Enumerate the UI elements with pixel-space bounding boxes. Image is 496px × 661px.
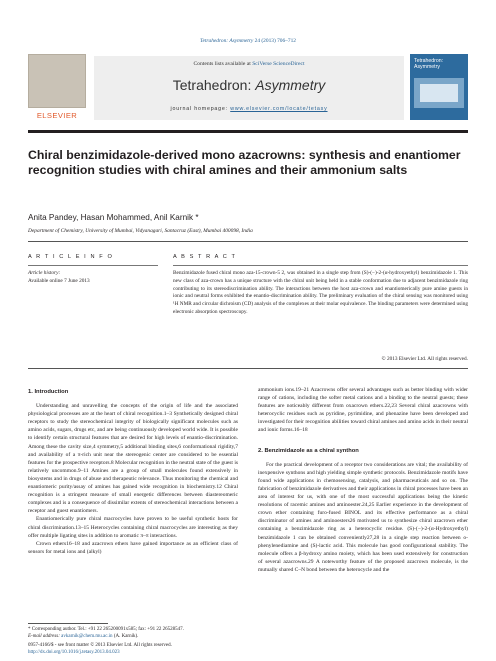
right-column <box>258 386 468 574</box>
citation-journal[interactable]: Tetrahedron: Asymmetry <box>200 38 254 44</box>
intro-paragraph-continued: ammonium ions.19–21 Azacrowns offer several advantages such as better binding with wider range of cations, including the softer metal cations and a binding to the neutral guests; these features are noticeably different from oxacrown ethers.22,23 Several chiral azacrowns with heterocyclic residues such as pyridine, pyrimidine, and phenazine have been developed and investigated for their recognition abilities toward chiral amines and amino acids in their neutral and ionic forms.16–18 <box>258 387 468 434</box>
issn-doi-block <box>28 643 172 656</box>
publisher-name: ELSEVIER <box>36 111 78 120</box>
email-link[interactable]: avkarnik@chem.mu.ac.in <box>61 633 113 639</box>
article-history-value: Available online 7 June 2013 <box>28 278 90 284</box>
issn-line: 0957-4166/$ - see front matter © 2013 Elsevier Ltd. All rights reserved. <box>28 643 172 648</box>
journal-banner <box>94 56 404 120</box>
article-affiliation: Department of Chemistry, University of Mumbai, Vidyanagari, Santacruz (East), Mumbai 400098, India <box>28 228 253 234</box>
corresponding-author-line: * Corresponding author. Tel.: +91 22 265200091x585; fax: +91 22 26528547. <box>28 627 184 632</box>
abstract-text: Benzimidazole fused chiral mono aza-15-crown-5 2, was obtained in a single step from (S)-(−)-2-(α-hydroxyethyl) benzimidazole 1. This new class of aza-crown has a unique structure with the chiral unit being held in a stable conformation due to adjacent benzimidazole ring contributing to its stereodiscrimination ability. The interactions between the host aza-crown and enantiomerically pure amine guests in ionic and neutral forms exhibited the enantio-discrimination ability. The preliminary evaluation of the chiral sensing was monitored using ¹H NMR and circular dichroism (CD) analysis of the complexes at their molar equivalence. The binding parameters were determined using electronic absorption spectroscopy. <box>173 270 468 315</box>
journal-title-plain: Tetrahedron: <box>172 77 256 93</box>
left-column <box>28 388 238 556</box>
journal-title <box>94 77 404 93</box>
tree-logo-icon <box>28 54 86 108</box>
abstract-rule <box>173 265 468 266</box>
affiliation-divider <box>28 241 468 242</box>
cover-graphic-inner <box>420 84 458 102</box>
citation-details: 24 (2013) 706–712 <box>254 38 296 44</box>
email-label: E-mail address: <box>28 633 62 639</box>
abstract-copyright: © 2013 Elsevier Ltd. All rights reserved. <box>381 356 468 362</box>
elsevier-logo[interactable] <box>28 54 86 120</box>
intro-paragraph-2: Enantiomerically pure chiral macrocycles have proven to be useful synthetic hosts for chiral discrimination.13–15 Heterocycles containing chiral macrocycles are interesting as they offer multiple ligating sites in addition to aromatic π–π interactions. <box>28 516 238 539</box>
article-authors[interactable]: Anita Pandey, Hasan Mohammed, Anil Karnik * <box>28 213 199 222</box>
sciencedirect-link[interactable]: SciVerse ScienceDirect <box>252 61 305 67</box>
intro-paragraph-1: Understanding and unravelling the concepts of the origin of life and the associated physiological processes are at the heart of chiral recognition.1–3 Synthetically designed chiral receptors to study the stereochemical integrity of biologically significant molecules such as amino acids, sugars, drugs etc, and are being continuously developed world wide. It is possible to identify certain structural features that are desired for high levels of enantio-discrimination. Among these the cavity size,4 symmetry,5 additional binding sites,6 conformational rigidity,7 and availability of a π-rich unit near the stereogenic center are considered to be essential features for the prospective receptors.8 Molecular recognition in the neutral state of the guest is relatively uncommon.9–11 Amines are a group of small molecules found extensively in biosystems and in drugs of abuse and therapeutic relevance. Thus monitoring the chemical and enantiomeric purity/assay of amines has gained wide recognition in biochemistry.12 Chiral recognition is a stringent measure of small energetic differences between diastereomeric complexes and is a consequence of dissimilar extents of stereochemical interactions between a receptor and guest enantiomers. <box>28 403 238 515</box>
journal-cover-image[interactable] <box>410 54 468 120</box>
abstract-label: A B S T R A C T <box>173 254 237 260</box>
info-rule <box>28 265 158 266</box>
intro-paragraph-3: Crown ethers16–18 and azacrown ethers have gained importance as an efficient class of sensors for metal ions and (alkyl) <box>28 540 238 555</box>
doi-link[interactable]: http://dx.doi.org/10.1016/j.tetasy.2013.04.023 <box>28 649 120 655</box>
running-citation <box>0 38 496 44</box>
corresponding-author-footnote <box>28 627 184 641</box>
homepage-link[interactable]: www.elsevier.com/locate/tetasy <box>230 106 328 112</box>
journal-header <box>28 52 468 124</box>
section-heading-chiral-synthon: 2. Benzimidazole as a chiral synthon <box>258 447 359 454</box>
synthon-paragraph-1: For the practical development of a receptor two considerations are vital; the availability of inexpensive synthons and high yielding simple synthetic protocols. Benzimidazole motifs have found wide applications in chemosensing, catalysis, and pharmaceuticals and so on. The fabrication of benzimidazole derivatives and their applications in chiral processes have been an area of interest for us, with one of the most successful applications being the kinetic resolutions of racemic amines and aminoester.24,25 Earlier experience in the development of crown ether containing furo-fused BINOL and its effective performance as a chiral discriminator of amines and aminoesters26 motivated us to synthesize chiral azacrown ether containing a benzimidazole ring as a heterocyclic residue. (S)-(−)-2-(α-Hydroxyethyl) benzimidazole 1 can be obtained conveniently27,28 in a single step reaction between o-phenylenediamine and (S)-lactic acid. This molecule has good configurational stability. The molecule offers a β-hydroxy amino moiety, which has been used extensively for construction of several azacrowns.29 A noteworthy feature of the proposed azacrown molecule, is the mutually shared C–N bond between the heterocycle and the <box>258 461 468 573</box>
cover-title: Tetrahedron: Asymmetry <box>414 58 444 70</box>
contents-line <box>94 61 404 67</box>
article-info-label: A R T I C L E I N F O <box>28 254 114 260</box>
journal-title-italic: Asymmetry <box>255 77 326 93</box>
header-divider <box>28 130 468 133</box>
article-title: Chiral benzimidazole-derived mono azacrowns: synthesis and enantiomer recognition studies with chiral amines and their ammonium salts <box>28 148 461 177</box>
email-line <box>28 634 184 641</box>
email-suffix: (A. Karnik). <box>112 633 139 639</box>
contents-prefix: Contents lists available at <box>193 61 253 67</box>
article-history-title: Article history: <box>28 270 61 276</box>
homepage-prefix: journal homepage: <box>170 106 231 112</box>
section-heading-introduction: 1. Introduction <box>28 389 69 395</box>
journal-homepage <box>94 106 404 112</box>
abstract-divider <box>28 368 468 369</box>
footnote-divider <box>28 623 108 624</box>
